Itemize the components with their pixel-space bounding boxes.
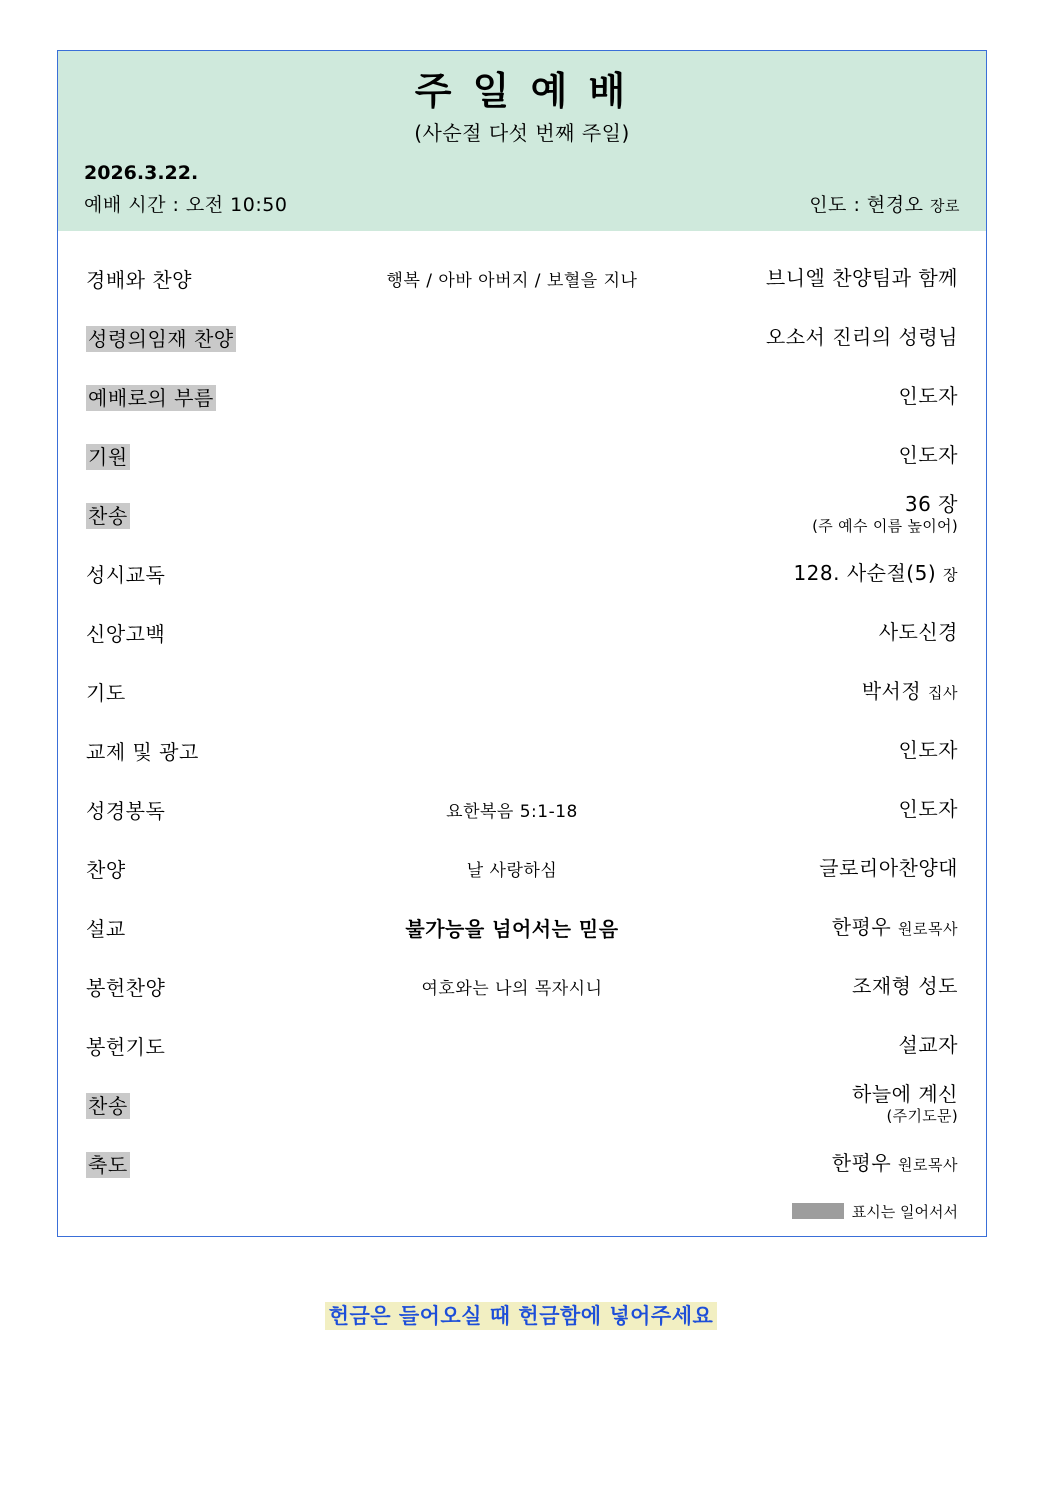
order-row xyxy=(74,839,970,898)
order-item-person xyxy=(680,797,970,822)
order-person-name: 사도신경 xyxy=(878,619,958,644)
leader-label: 인도 : xyxy=(809,193,861,216)
order-row xyxy=(74,426,970,485)
order-person-name: 인도자 xyxy=(898,796,958,821)
order-row xyxy=(74,721,970,780)
service-time: 예배 시간 : 오전 10:50 xyxy=(84,193,288,216)
hymn-title: (주 예수 이름 높이어) xyxy=(812,517,958,536)
order-item-label: 찬양 xyxy=(86,857,126,882)
leader-name: 현경오 xyxy=(866,193,924,216)
order-item-person xyxy=(680,974,970,999)
order-person-name: 글로리아찬양대 xyxy=(819,855,958,880)
order-item-person xyxy=(680,384,970,409)
order-item-person xyxy=(680,492,970,536)
order-item-name xyxy=(74,323,344,352)
order-person-name: 오소서 진리의 성령님 xyxy=(765,324,958,349)
order-item-person xyxy=(680,620,970,645)
order-row xyxy=(74,249,970,308)
order-item-name xyxy=(74,1031,344,1060)
order-item-name xyxy=(74,559,344,588)
responsive-reading-ref: 128. 사순절(5) xyxy=(793,560,937,585)
standing-note xyxy=(58,1199,986,1236)
order-item-person xyxy=(680,561,970,586)
order-person-name: 인도자 xyxy=(898,442,958,467)
sermon-title: 불가능을 넘어서는 믿음 xyxy=(405,916,619,941)
order-row xyxy=(74,1075,970,1134)
order-item-label: 찬송 xyxy=(88,503,128,528)
order-item-name xyxy=(74,382,344,411)
responsive-reading-unit: 장 xyxy=(943,565,958,584)
order-row xyxy=(74,308,970,367)
order-item-name xyxy=(74,854,344,883)
page-title: 주 일 예 배 xyxy=(414,69,630,113)
order-person-role: 원로목사 xyxy=(898,919,958,938)
order-item-name xyxy=(74,677,344,706)
order-item-label: 찬송 xyxy=(88,1093,128,1118)
order-person-name: 박서정 xyxy=(861,678,922,703)
order-item-name xyxy=(74,441,344,470)
order-item-person xyxy=(680,443,970,468)
order-item-person xyxy=(680,1151,970,1176)
order-item-label: 성령의임재 찬양 xyxy=(88,326,234,351)
order-row xyxy=(74,662,970,721)
hymn-number: 36 장 xyxy=(904,492,958,517)
order-item-name xyxy=(74,795,344,824)
scripture-reference: 요한복음 5:1-18 xyxy=(446,801,578,822)
order-item-label: 신앙고백 xyxy=(86,621,166,646)
order-item-name xyxy=(74,618,344,647)
service-info-row xyxy=(84,190,960,217)
order-item-label: 기원 xyxy=(88,444,128,469)
standing-note-text: 표시는 일어서서 xyxy=(851,1202,958,1221)
order-item-person xyxy=(680,738,970,763)
order-item-label: 성경봉독 xyxy=(86,798,166,823)
order-item-label: 봉헌찬양 xyxy=(86,975,166,1000)
order-of-worship xyxy=(58,231,986,1199)
order-item-name xyxy=(74,264,344,293)
order-item-name xyxy=(74,736,344,765)
offertory-title: 여호와는 나의 목자시니 xyxy=(421,978,603,999)
order-item-person xyxy=(680,325,970,350)
order-item-name xyxy=(74,500,344,529)
order-item-person xyxy=(680,679,970,704)
order-row xyxy=(74,1016,970,1075)
order-row xyxy=(74,367,970,426)
order-row xyxy=(74,1134,970,1193)
order-person-name: 인도자 xyxy=(898,383,958,408)
order-item-person xyxy=(680,1082,970,1126)
order-row xyxy=(74,603,970,662)
highlight-swatch-icon xyxy=(792,1203,844,1219)
order-item-name xyxy=(74,913,344,942)
order-item-person xyxy=(680,915,970,940)
order-item-person xyxy=(680,856,970,881)
offering-notice xyxy=(0,1300,1042,1330)
service-leader xyxy=(809,190,960,217)
order-row xyxy=(74,544,970,603)
order-item-label: 경배와 찬양 xyxy=(86,267,192,292)
order-item-person xyxy=(680,266,970,291)
order-person-name: 한평우 xyxy=(831,1150,892,1175)
order-row xyxy=(74,485,970,544)
anthem-title: 날 사랑하심 xyxy=(466,860,558,881)
order-person-name: 한평우 xyxy=(831,914,892,939)
order-item-label: 성시교독 xyxy=(86,562,166,587)
order-row xyxy=(74,898,970,957)
page-subtitle: (사순절 다섯 번째 주일) xyxy=(414,120,630,145)
closing-hymn-note: (주기도문) xyxy=(886,1107,958,1126)
order-person-name: 설교자 xyxy=(898,1032,958,1057)
order-person-role: 집사 xyxy=(928,683,958,702)
order-person-name: 브니엘 찬양팀과 함께 xyxy=(765,265,958,290)
bulletin-header xyxy=(58,51,986,231)
order-person-name: 인도자 xyxy=(898,737,958,762)
order-row xyxy=(74,780,970,839)
order-item-label: 예배로의 부름 xyxy=(88,385,214,410)
offering-notice-text: 헌금은 들어오실 때 헌금함에 넣어주세요 xyxy=(325,1302,718,1330)
order-item-person xyxy=(680,1033,970,1058)
order-person-role: 원로목사 xyxy=(898,1155,958,1174)
leader-role: 장로 xyxy=(930,196,960,215)
order-item-label: 봉헌기도 xyxy=(86,1034,166,1059)
closing-hymn-title: 하늘에 계신 xyxy=(852,1082,958,1107)
order-person-name: 조재형 성도 xyxy=(852,973,958,998)
order-item-label: 교제 및 광고 xyxy=(86,739,199,764)
order-item-name xyxy=(74,972,344,1001)
order-item-name xyxy=(74,1090,344,1119)
order-item-label: 설교 xyxy=(86,916,126,941)
order-item-detail: 행복 / 아바 아버지 / 보혈을 지나 xyxy=(386,270,638,291)
worship-bulletin xyxy=(57,50,987,1237)
service-date: 2026.3.22. xyxy=(84,161,199,184)
order-item-name xyxy=(74,1149,344,1178)
order-row xyxy=(74,957,970,1016)
order-item-label: 기도 xyxy=(86,680,126,705)
order-item-label: 축도 xyxy=(88,1152,128,1177)
